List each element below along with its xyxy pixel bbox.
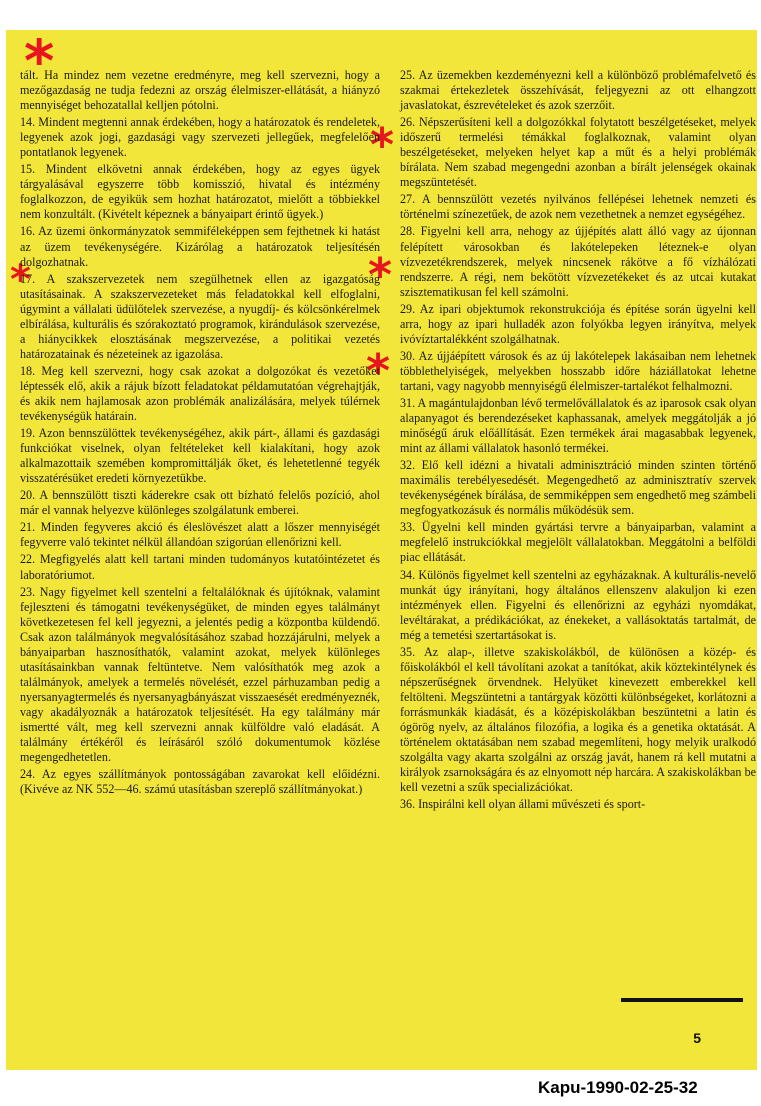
paragraph-22: 22. Megfigyelés alatt kell tartani minden tudományos kutatóintézetet és laboratóriumot. [20, 552, 380, 582]
paragraph-27: 27. A bennszülött vezetés nyilvános fellépései lehetnek nemzeti és történelmi színezetűek, de azok nem vezethetnek a nemzet egységéhez. [400, 192, 756, 222]
paragraph-36-start: 36. Inspirálni kell olyan állami művészeti és sport- [400, 797, 646, 812]
paragraph-21: 21. Minden fegyveres akció és éleslövészet alatt a lőszer mennyiségét fegyverre való tekintet nélkül állandóan szigorúan ellenőrizni kell. [20, 520, 380, 550]
paragraph-28: 28. Figyelni kell arra, nehogy az újjépítés alatt álló vagy az újonnan felépített városokban és lakótelepeken léteznek-e olyan vízvezetékrendszerek, melyek nincsenek rákötve a fő vízhálózati rendszerre. A régi, nem bekötött vízvezetékeket és az utcai kutakat szisztematikusan fel kell számolni. [400, 224, 756, 299]
page-number: 5 [693, 1030, 701, 1046]
source-caption: Kapu-1990-02-25-32 [538, 1078, 698, 1097]
paragraph-34: 34. Különös figyelmet kell szentelni az egyházaknak. A kulturális-nevelő munkát úgy irányítani, hogy általános ellenszenv alakuljon ki ezen intézmények ellen. Figyelni és ellenőrizni az egyházi nyomdákat, levéltárakat, a prédikációkat, az énekeket, a vallásoktatás tartalmát, de még a temetési szertartásokat is. [400, 567, 756, 642]
scanned-page [6, 27, 757, 1070]
paragraph-18: 18. Meg kell szervezni, hogy csak azokat a dolgozókat és vezetőket léptessék elő, akik a rájuk bízott feladatokat példamutatóan végrehajtják, és akik nem hajlamosak azon problémák analizálására, melyek túlérnek tevékenységük határain. [20, 363, 380, 424]
right-text-column [400, 68, 756, 814]
asterisk-marker: * [10, 257, 31, 303]
paragraph-35: 35. Az alap-, illetve szakiskolákból, de különösen a közép- és főiskolákból el kell távolítani azokat a tanítókat, akik köztekintélynek és népszerűségnek örvendnek. Helyüket kinevezett emberekkel kell feltölteni. Megszüntetni a tantárgyak közötti különbségeket, korlátozni a forrásmunkák kiadását, és a középiskolákban beszüntetni a latin és ógörög nyelv, az általános filozófia, a logika és a genetika oktatását. A történelem oktatásában nem szabad megemlíteni, hogy melyik uralkodó szolgálta vagy akarta szolgálni az ország javát, hanem rá kell mutatni a királyok zsarnokságára és az elnyomott nép harcára. A szakiskolákban be kell vezetni a szűk specializációkat. [400, 644, 756, 795]
paragraph-14: 14. Mindent megtenni annak érdekében, hogy a határozatok és rendeletek, legyenek azok jogi, gazdasági vagy szervezeti jellegűek, megfelelően pontatlanok legyenek. [20, 115, 380, 160]
asterisk-marker: * [366, 344, 391, 398]
paragraph-20: 20. A bennszülött tiszti káderekre csak ott bízható felelős pozíció, ahol már el vannak helyezve különleges szolgálatunk emberei. [20, 488, 380, 518]
paragraph-25: 25. Az üzemekben kezdeményezni kell a különböző problémafelvető és szakmai értekezletek összehívását, feljegyezni az ott elhangzott javaslatokat, észrevételeket és azok szerzőit. [400, 68, 756, 113]
paragraph-32: 32. Elő kell idézni a hivatali adminisztráció minden szinten történő maximális terebélyesedését. Megengedhető az adminisztratív szervek tevékenységének bírálása, de semmiképpen sem engedhető meg számbeli megfogyatkozásuk és normális működésük sem. [400, 458, 756, 518]
paragraph-16: 16. Az üzemi önkormányzatok semmiféleképpen sem fejthetnek ki hatást az üzem tevékenységére. Kizárólag a határozatok teljesítésén dolgozhatnak. [20, 224, 380, 269]
paragraph-26: 26. Népszerűsíteni kell a dolgozókkal folytatott beszélgetéseket, melyek időszerű termelési témákkal foglalkoznak, valamint olyan beszélgetéseket, melyeken helyet kap a műt és a helyi problémák bírálata. Nem szabad megengedni azonban a bírált jelenségek okainak megszüntetését. [400, 115, 756, 190]
left-text-column [20, 68, 380, 799]
paragraph-15: 15. Mindent elkövetni annak érdekében, hogy az egyes ügyek tárgyalásával egyszerre több komisszió, hivatal és intézmény foglalkozzon, de egyikük sem hozhat határozatot, mielőtt a többiekkel nem konzultált. (Kivételt képeznek a bányaipart érintő ügyek.) [20, 162, 380, 222]
paragraph-33: 33. Ügyelni kell minden gyártási tervre a bányaiparban, valamint a megfelelő instrukciókkal megjelölt vállalatokban. Meggátolni a belföldi piac ellátását. [400, 520, 756, 565]
paragraph-23: 23. Nagy figyelmet kell szentelni a feltalálóknak és újítóknak, valamint fejleszteni és támogatni tevékenységüket, de minden egyes találmányt következetesen fel kell jegyezni, a jelentés pedig a központba küldendő. Csak azon találmányok megvalósításához szabad hozzájárulni, melyek a bányaiparban hasznosíthatók, valamint azokat, melyek különleges utasításainkban vannak feltüntetve. Nem valósíthatók meg azok a találmányok, amelyek a termelés növelését, ezzel párhuzamban pedig a nyersanyagtermelés és nyersanyagbányászat visszaesését eredményeznék, vagy akadályoznák a határozatok teljesítését. Ha egy találmány már ismertté vált, meg kell szervezni annak külföldre való eladását. A találmány értékéről és leírásáról szóló dokumentumok közlése megengedhetetlen. [20, 584, 380, 765]
paragraph-29: 29. Az ipari objektumok rekonstrukciója és építése során ügyelni kell arra, hogy az ipari hulladék azon folyókba legyen irányítva, melyek ivóvíztartalékként szolgálhatnak. [400, 301, 756, 346]
paragraph-31: 31. A magántulajdonban lévő termelővállalatok és az iparosok csak olyan alapanyagot és berendezéseket kaphassanak, amelyek meggátolják a jó minőségű áruk előállítását. Ezen termékek árai magasabbak legyenek, mint az állami vállalatok hasonló termékei. [400, 395, 756, 456]
paragraph-19: 19. Azon bennszülöttek tevékenységéhez, akik párt-, állami és gazdasági funkciókat viselnek, olyan feltételeket kell kialakítani, hogy azok alkalmazottaik szemében kompromittálják őket, és lehetetlenné tegyék visszatérésüket eredeti környezetükbe. [20, 426, 380, 486]
paragraph-17: 17. A szakszervezetek nem szegülhetnek ellen az igazgatóság utasításainak. A szakszervezeteket más feladatokkal kell elfoglalni, úgymint a vállalati üdülőtelek szervezése, a nyugdíj- és kölcsönkérelmek elbírálása, kulturális és szórakoztató programok, kirándulások szervezése, a hiánycikkek elosztásának megszervezése, a politikai vezetés határozatainak és nézeteinek az igazolása. [20, 271, 380, 361]
paragraph-13-end: tált. Ha mindez nem vezetne eredményre, meg kell szervezni, hogy a mezőgazdaság ne tudja fedezni az ország élelmiszer-ellátását, a hiányzó mennyiséget behozatallal kelljen pótolni. [20, 68, 380, 113]
page-footer-rule [621, 998, 743, 1002]
paragraph-24: 24. Az egyes szállítmányok pontosságában zavarokat kell előidézni. (Kivéve az NK 552—46. számú utasításban szereplő szállítmányokat.) [20, 767, 380, 797]
asterisk-marker: * [370, 118, 395, 172]
asterisk-marker: * [24, 27, 55, 95]
asterisk-marker: * [368, 248, 393, 302]
paragraph-30: 30. Az újjáépített városok és az új lakótelepek lakásaiban nem lehetnek többlethelyiségek, melyekben hosszabb időre háziállatokat lehetne tartani, vagy nagyobb mennyiségű élelmiszer-tartalékot felhalmozni. [400, 348, 756, 393]
